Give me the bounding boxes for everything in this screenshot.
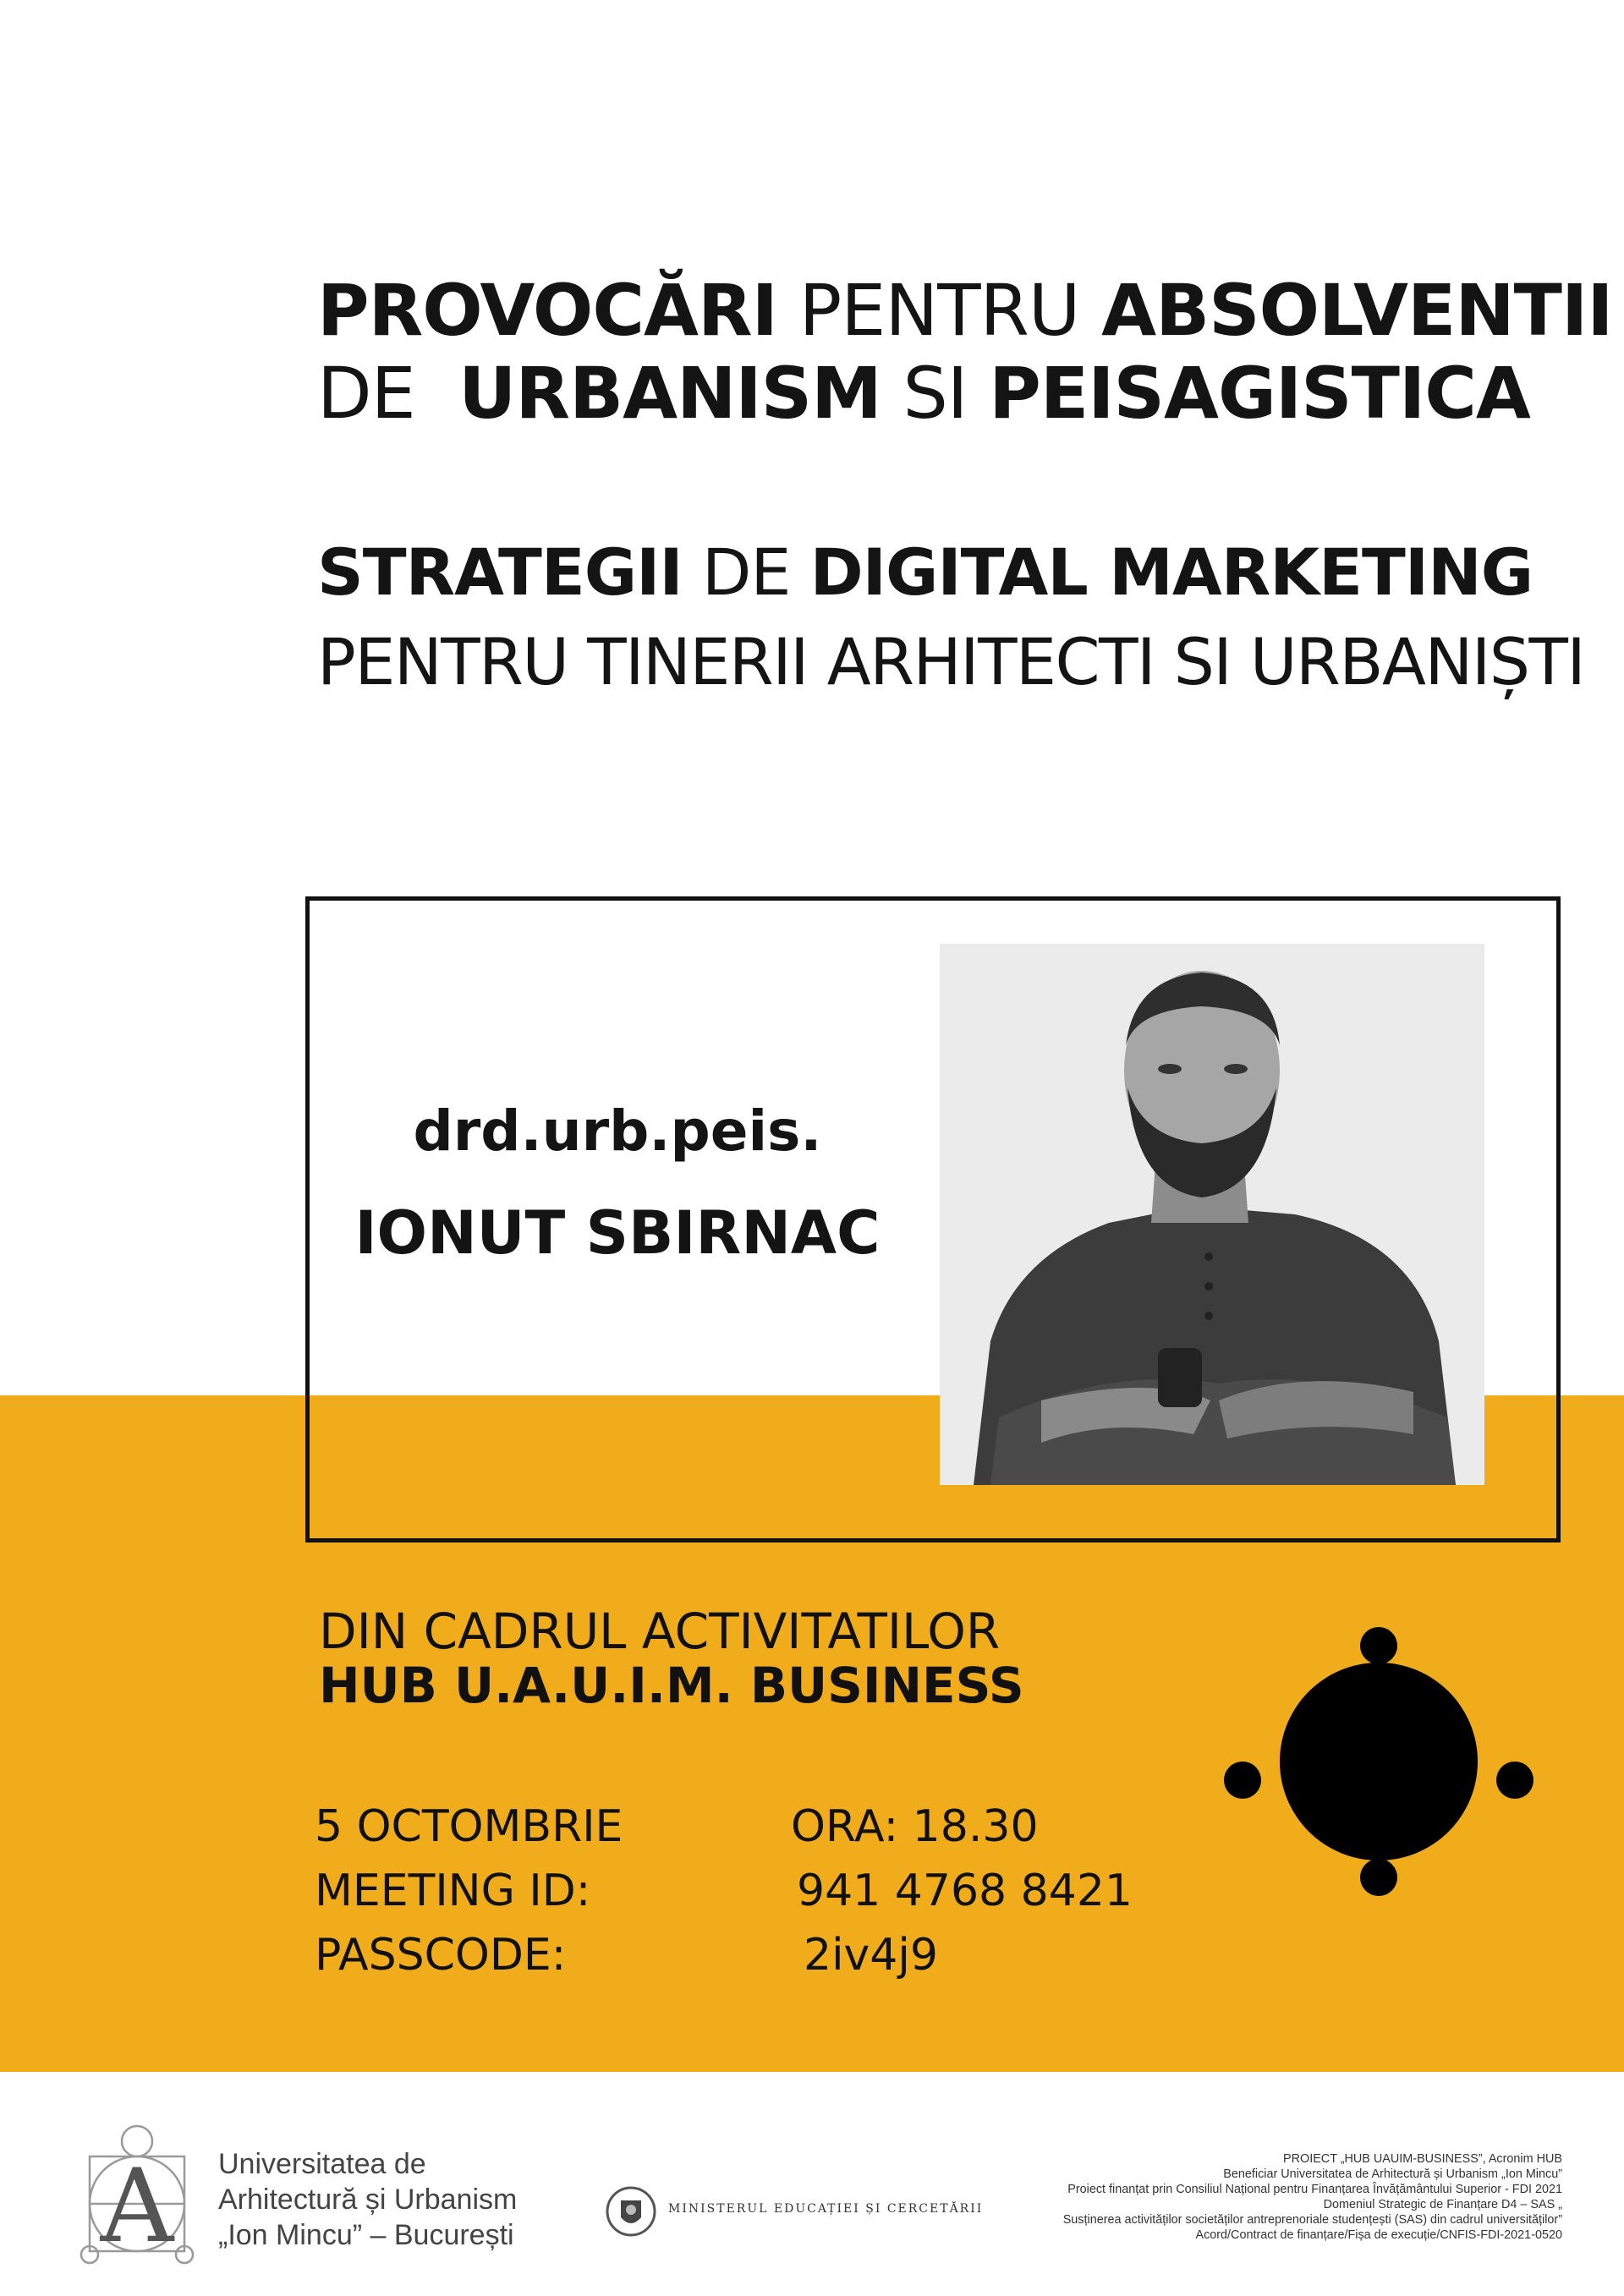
activity-block (319, 1604, 1165, 1712)
activity-line-1: DIN CADRUL ACTIVITATILOR (319, 1603, 1001, 1660)
hub-logo-icon (1218, 1624, 1539, 1945)
passcode-value[interactable]: 2iv4j9 (804, 1930, 938, 1981)
passcode-label: PASSCODE: (315, 1930, 567, 1981)
headline-bold-provocari: PROVOCĂRI (317, 269, 777, 352)
project-line-2: Beneficiar Universitatea de Arhitectură și Urbanism „Ion Mincu” (1223, 2167, 1562, 2181)
university-name (218, 2146, 517, 2253)
subtitle-line-1 (317, 528, 1586, 617)
subtitle-line-2: PENTRU TINERII ARHITECTI SI URBANIȘTI (317, 624, 1585, 699)
event-subtitle (317, 528, 1586, 707)
headline-bold-absolventii: ABSOLVENTII (1101, 269, 1613, 352)
headline-line-2 (317, 352, 1586, 435)
headline-bold-peisagistica: PEISAGISTICA (989, 352, 1530, 435)
university-logo-icon (78, 2123, 196, 2266)
headline-text-si: SI (881, 352, 990, 435)
project-line-4: Domeniul Strategic de Finanțare D4 – SAS „ (1323, 2198, 1562, 2211)
project-line-5: Susținerea activităților societăților antreprenoriale studențești (SAS) din cadrul universităților” (1062, 2213, 1562, 2227)
headline-text-pentru: PENTRU (776, 269, 1102, 352)
speaker-photo (940, 944, 1484, 1485)
headline-line-1 (317, 269, 1613, 352)
speaker-name: IONUT SBIRNAC (354, 1198, 881, 1268)
event-date: 5 OCTOMBRIE (315, 1801, 623, 1852)
subtitle-bold-strategii: STRATEGII (317, 534, 683, 610)
project-line-6: Acord/Contract de finanțare/Fișa de execuție/CNFIS-FDI-2021-0520 (1195, 2228, 1562, 2242)
university-line-2: Arhitectură și Urbanism (218, 2184, 518, 2216)
event-time: ORA: 18.30 (791, 1801, 1039, 1852)
project-line-1: PROIECT „HUB UAUIM-BUSINESS”, Acronim HUB (1283, 2152, 1562, 2166)
event-headline (317, 269, 1613, 435)
subtitle-text-de: DE (682, 534, 810, 610)
speaker-info (321, 1098, 914, 1267)
activity-line-2: HUB U.A.U.I.M. BUSINESS (319, 1657, 1024, 1714)
project-info (953, 2151, 1562, 2243)
university-line-1: Universitatea de (218, 2148, 426, 2180)
ministry-name: MINISTERUL EDUCAȚIEI ȘI CERCETĂRII (668, 2202, 984, 2216)
headline-text-de: DE (317, 352, 459, 435)
speaker-portrait-icon (940, 944, 1484, 1485)
speaker-degree: drd.urb.peis. (413, 1099, 822, 1164)
project-line-3: Proiect finanțat prin Consiliul Național pentru Finanțarea Învățământului Superior - FDI 2021 (1067, 2183, 1562, 2196)
meeting-id-value[interactable]: 941 4768 8421 (797, 1866, 1133, 1916)
university-line-3: „Ion Mincu” – București (218, 2219, 514, 2251)
subtitle-bold-digital-marketing: DIGITAL MARKETING (809, 534, 1533, 610)
headline-bold-urbanism: URBANISM (458, 352, 881, 435)
meeting-id-label: MEETING ID: (315, 1866, 591, 1916)
ministry-crest-icon (606, 2185, 656, 2238)
svg-text:A: A (100, 2148, 174, 2266)
